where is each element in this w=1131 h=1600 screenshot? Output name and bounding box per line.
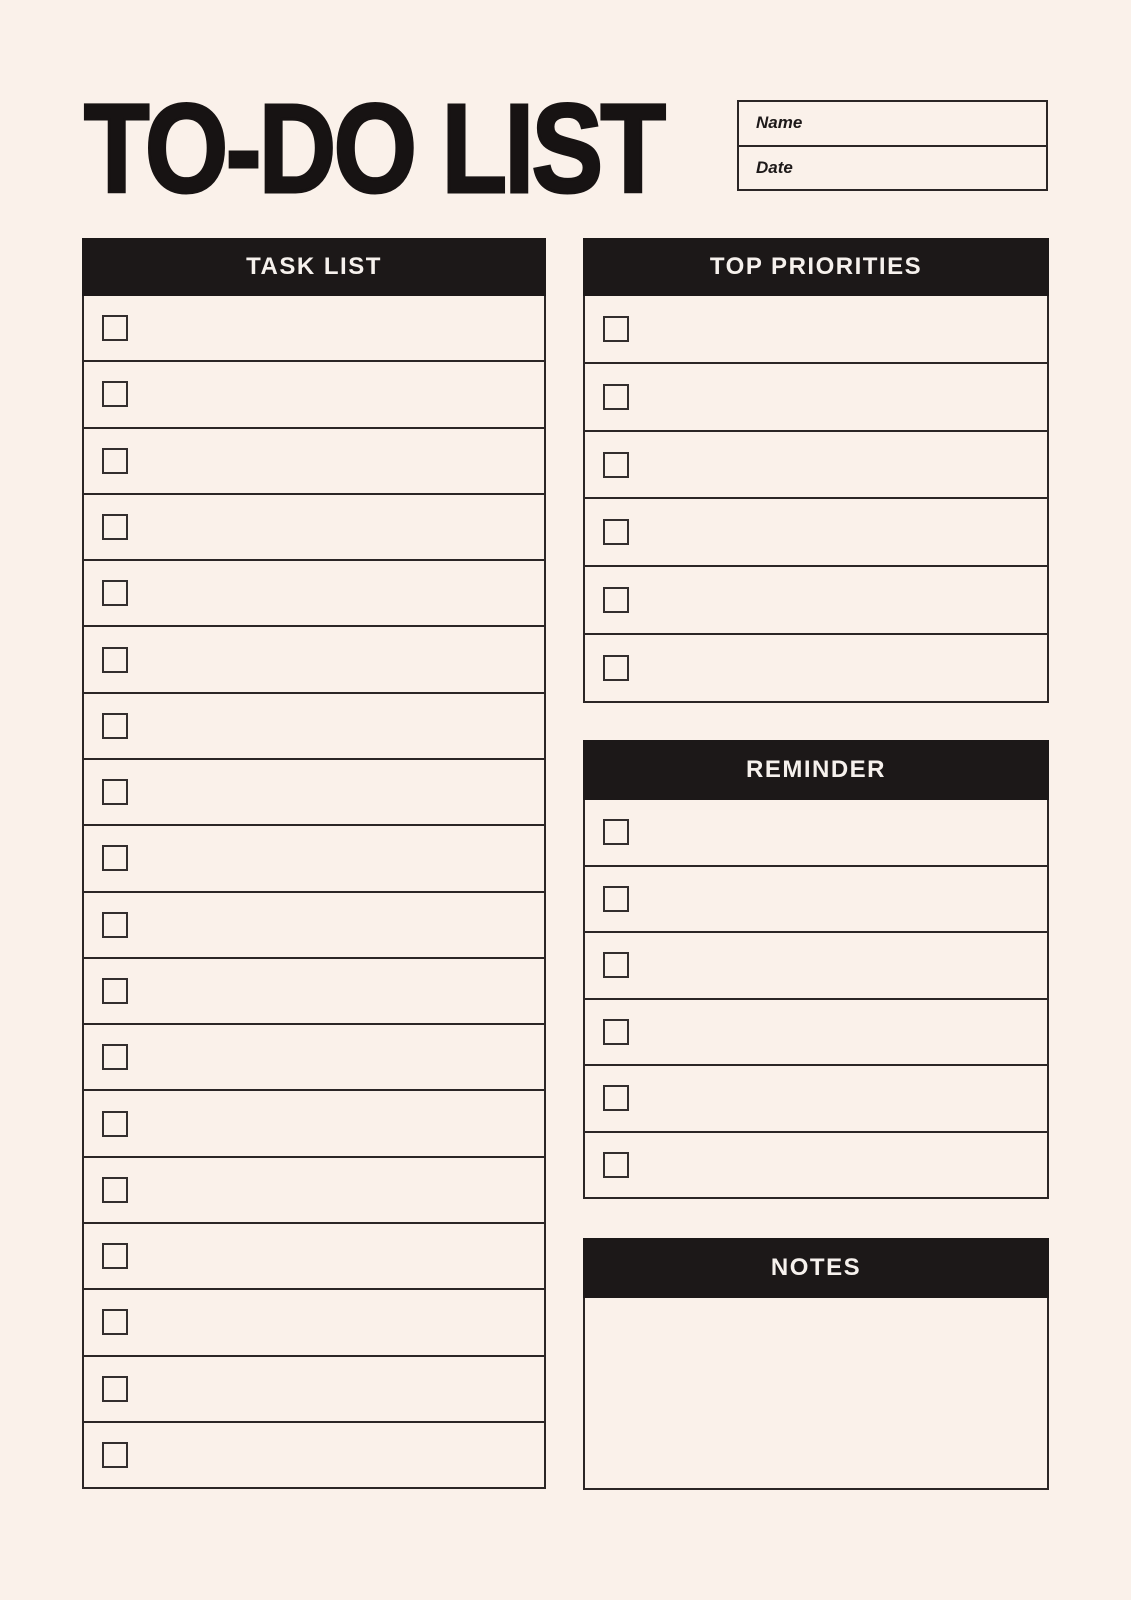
priority-row[interactable] (585, 497, 1047, 565)
checkbox-icon[interactable] (603, 384, 629, 410)
checkbox-icon[interactable] (603, 819, 629, 845)
checkbox-icon[interactable] (102, 1044, 128, 1070)
task-list-section (82, 238, 546, 1489)
checkbox-icon[interactable] (603, 519, 629, 545)
notes-section (583, 1238, 1049, 1490)
name-label: Name (756, 113, 803, 133)
reminder-title: REMINDER (745, 756, 886, 783)
task-list-header (82, 238, 546, 296)
checkbox-icon[interactable] (102, 978, 128, 1004)
checkbox-icon[interactable] (603, 952, 629, 978)
checkbox-icon[interactable] (603, 1152, 629, 1178)
task-row[interactable] (84, 296, 544, 360)
name-field[interactable] (739, 102, 1046, 145)
task-row[interactable] (84, 758, 544, 824)
notes-header (583, 1238, 1049, 1298)
priority-row[interactable] (585, 565, 1047, 633)
reminder-row[interactable] (585, 1064, 1047, 1131)
checkbox-icon[interactable] (603, 1085, 629, 1111)
task-row[interactable] (84, 891, 544, 957)
checkbox-icon[interactable] (603, 655, 629, 681)
checkbox-icon[interactable] (102, 315, 128, 341)
reminder-row[interactable] (585, 998, 1047, 1065)
task-row[interactable] (84, 1222, 544, 1288)
checkbox-icon[interactable] (102, 1442, 128, 1468)
reminder-section (583, 740, 1049, 1199)
top-priorities-rows (583, 296, 1049, 703)
notes-title: NOTES (770, 1254, 862, 1281)
priority-row[interactable] (585, 296, 1047, 362)
task-row[interactable] (84, 1355, 544, 1421)
reminder-row[interactable] (585, 931, 1047, 998)
checkbox-icon[interactable] (102, 779, 128, 805)
reminder-row[interactable] (585, 800, 1047, 865)
checkbox-icon[interactable] (603, 452, 629, 478)
checkbox-icon[interactable] (102, 514, 128, 540)
date-field[interactable] (739, 145, 1046, 190)
reminder-header (583, 740, 1049, 800)
checkbox-icon[interactable] (102, 1177, 128, 1203)
checkbox-icon[interactable] (102, 1111, 128, 1137)
checkbox-icon[interactable] (102, 1243, 128, 1269)
priority-row[interactable] (585, 362, 1047, 430)
priority-row[interactable] (585, 633, 1047, 701)
checkbox-icon[interactable] (102, 1376, 128, 1402)
notes-area[interactable] (583, 1298, 1049, 1490)
page-title: TO-DO LIST (84, 78, 664, 219)
checkbox-icon[interactable] (603, 1019, 629, 1045)
task-row[interactable] (84, 427, 544, 493)
checkbox-icon[interactable] (102, 647, 128, 673)
task-row[interactable] (84, 1089, 544, 1155)
task-row[interactable] (84, 493, 544, 559)
checkbox-icon[interactable] (603, 587, 629, 613)
priority-row[interactable] (585, 430, 1047, 498)
checkbox-icon[interactable] (102, 713, 128, 739)
reminder-row[interactable] (585, 1131, 1047, 1198)
top-priorities-header (583, 238, 1049, 296)
checkbox-icon[interactable] (603, 316, 629, 342)
checkbox-icon[interactable] (102, 448, 128, 474)
top-priorities-title: TOP PRIORITIES (709, 253, 923, 280)
task-row[interactable] (84, 559, 544, 625)
task-row[interactable] (84, 1288, 544, 1354)
name-date-box (737, 100, 1048, 191)
task-row[interactable] (84, 957, 544, 1023)
task-row[interactable] (84, 1421, 544, 1487)
task-row[interactable] (84, 1023, 544, 1089)
top-priorities-section (583, 238, 1049, 703)
reminder-rows (583, 800, 1049, 1199)
checkbox-icon[interactable] (102, 381, 128, 407)
checkbox-icon[interactable] (102, 1309, 128, 1335)
task-list-rows (82, 296, 546, 1489)
checkbox-icon[interactable] (603, 886, 629, 912)
task-row[interactable] (84, 625, 544, 691)
checkbox-icon[interactable] (102, 845, 128, 871)
checkbox-icon[interactable] (102, 912, 128, 938)
checkbox-icon[interactable] (102, 580, 128, 606)
task-list-title: TASK LIST (246, 253, 382, 280)
task-row[interactable] (84, 824, 544, 890)
reminder-row[interactable] (585, 865, 1047, 932)
task-row[interactable] (84, 1156, 544, 1222)
date-label: Date (756, 157, 793, 177)
task-row[interactable] (84, 360, 544, 426)
task-row[interactable] (84, 692, 544, 758)
